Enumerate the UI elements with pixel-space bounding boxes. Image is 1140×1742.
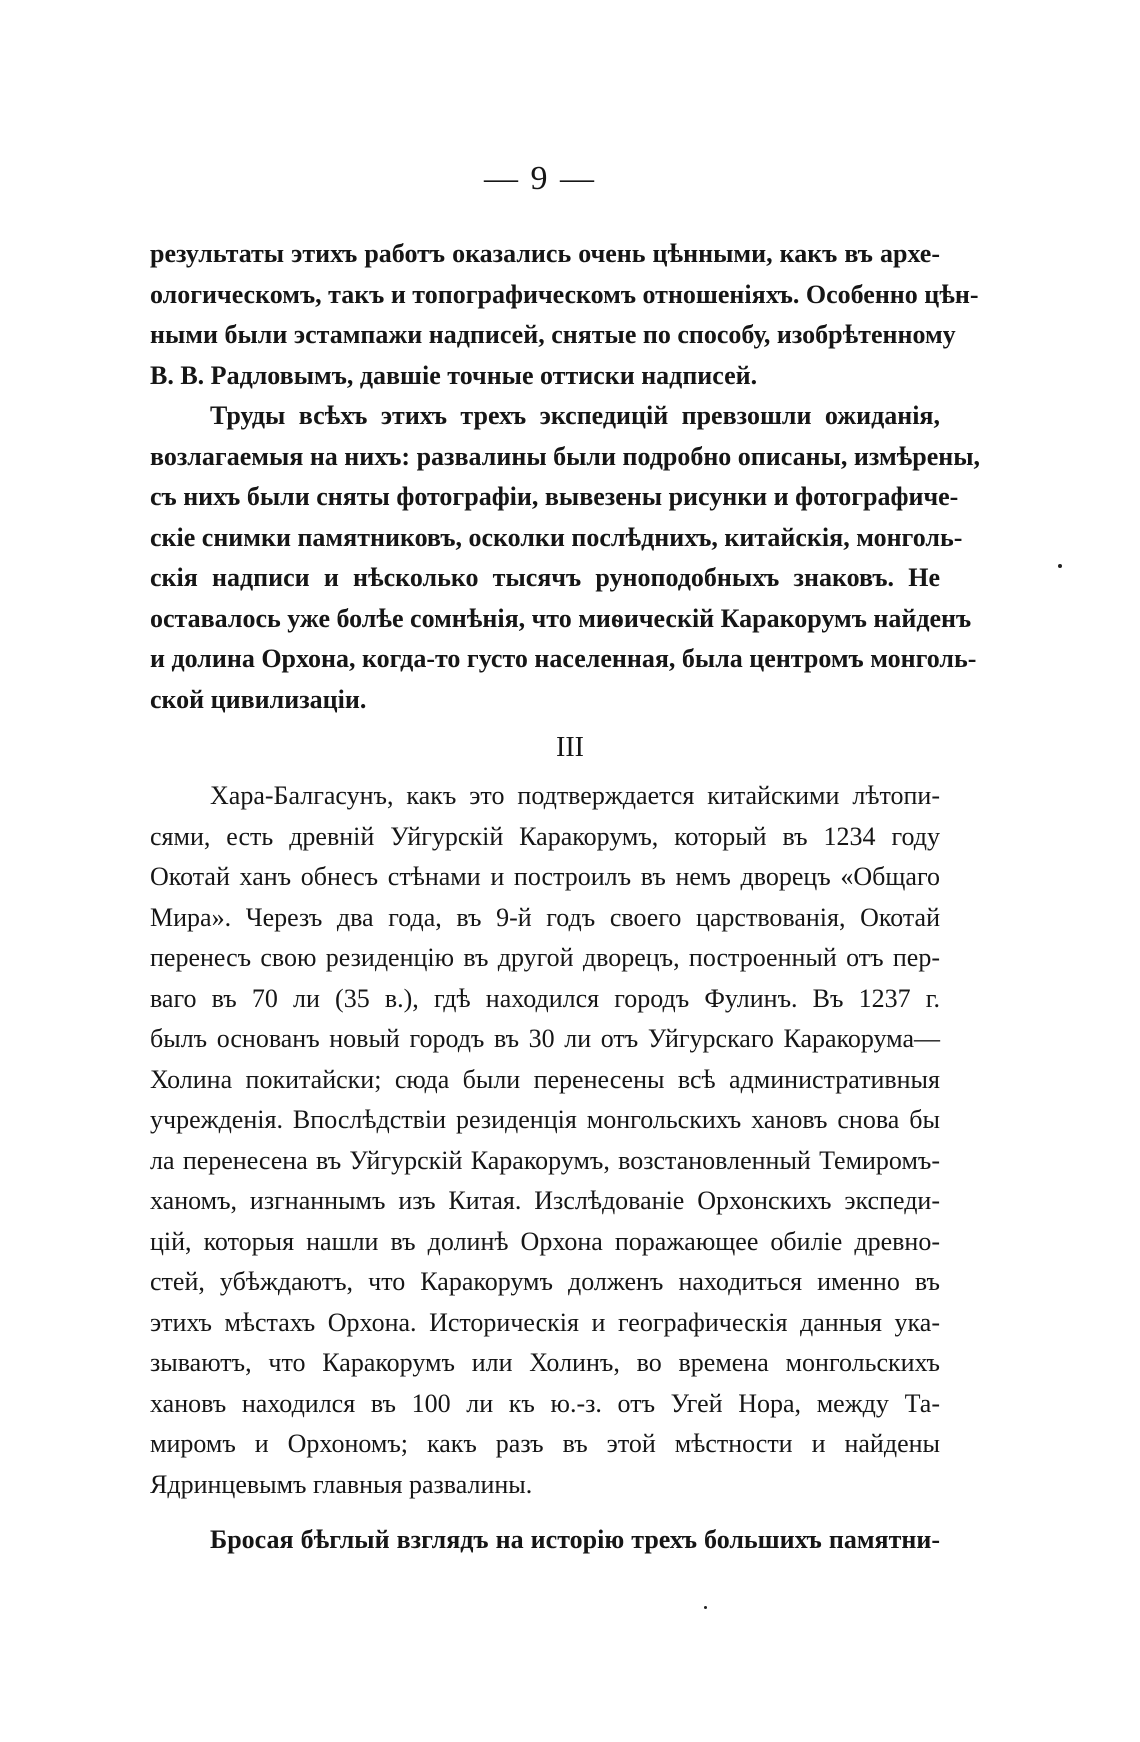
- paragraph-2: [150, 396, 981, 720]
- text-line: былъ основанъ новый городъ въ 30 ли отъ Уйгурскаго Каракорума—: [150, 1024, 940, 1053]
- text-line: сями, есть древній Уйгурскій Каракорумъ, который въ 1234 году: [150, 821, 940, 851]
- text-line: цій, которыя нашли въ долинѣ Орхона поражающее обиліе древно-: [150, 1226, 940, 1256]
- text-line: скія надписи и нѣсколько тысячъ руноподобныхъ знаковъ. Не: [150, 563, 940, 592]
- text-line: В. В. Радловымъ, давшіе точные оттиски надписей.: [150, 360, 758, 390]
- paragraph-4: [150, 1520, 940, 1561]
- text-line: перенесъ свою резиденцію въ другой дворецъ, построенный отъ пер-: [150, 943, 940, 972]
- section-heading: III: [556, 732, 584, 763]
- text-line: возлагаемыя на нихъ: развалины были подробно описаны, измѣрены,: [150, 441, 981, 471]
- text-line: ваго въ 70 ли (35 в.), гдѣ находился городъ Фулинъ. Въ 1237 г.: [150, 983, 940, 1013]
- text-line: Холина покитайски; сюда были перенесены всѣ административныя: [150, 1064, 940, 1094]
- scan-speck: [704, 1606, 707, 1609]
- text-line: оставалось уже болѣе сомнѣнія, что миѳическій Каракорумъ найденъ: [150, 603, 972, 633]
- text-line: зываютъ, что Каракорумъ или Холинъ, во времена монгольскихъ: [150, 1348, 940, 1377]
- text-line: ологическомъ, такъ и топографическомъ отношеніяхъ. Особенно цѣн-: [150, 279, 979, 309]
- text-line: ными были эстампажи надписей, снятые по способу, изобрѣтенному: [150, 320, 956, 349]
- text-line: Ядринцевымъ главныя развалины.: [150, 1469, 533, 1499]
- text-line: Мира». Черезъ два года, въ 9-й годъ своего царствованія, Окотай: [150, 902, 940, 932]
- text-line: миромъ и Орхономъ; какъ разъ въ этой мѣстности и найдены: [150, 1429, 940, 1458]
- scan-speck: [1058, 564, 1062, 568]
- text-line: стей, убѣждаютъ, что Каракорумъ долженъ находиться именно въ: [150, 1267, 940, 1296]
- paragraph-3: [150, 776, 940, 1505]
- text-line: и долина Орхона, когда-то густо населенная, была центромъ монголь-: [150, 644, 977, 673]
- text-line: скіе снимки памятниковъ, осколки послѣднихъ, китайскія, монголь-: [150, 522, 963, 552]
- text-line: ханомъ, изгнаннымъ изъ Китая. Изслѣдованіе Орхонскихъ экспеди-: [150, 1186, 940, 1215]
- page-number: — 9 —: [484, 160, 596, 197]
- text-line: хановъ находился въ 100 ли къ ю.-з. отъ Угей Нора, между Та-: [150, 1388, 940, 1418]
- text-line: Хара-Балгасунъ, какъ это подтверждается китайскими лѣтопи-: [210, 781, 940, 810]
- text-line: учрежденія. Впослѣдствіи резиденція монгольскихъ хановъ снова бы: [150, 1105, 940, 1134]
- text-line: ской цивилизаціи.: [150, 684, 367, 714]
- text-line: съ нихъ были сняты фотографіи, вывезены рисунки и фотографиче-: [150, 482, 959, 511]
- paragraph-1: [150, 234, 979, 396]
- text-line: результаты этихъ работъ оказались очень цѣнными, какъ въ архе-: [150, 239, 940, 268]
- text-line: ла перенесена въ Уйгурскій Каракорумъ, возстановленный Темиромъ-: [150, 1145, 940, 1175]
- text-line: этихъ мѣстахъ Орхона. Историческія и географическія данныя ука-: [150, 1307, 940, 1337]
- text-line: Труды всѣхъ этихъ трехъ экспедицій превзошли ожиданія,: [210, 401, 940, 430]
- text-line: Бросая бѣглый взглядъ на исторію трехъ большихъ памятни-: [210, 1525, 940, 1554]
- text-line: Окотай ханъ обнесъ стѣнами и построилъ въ немъ дворецъ «Общаго: [150, 862, 940, 891]
